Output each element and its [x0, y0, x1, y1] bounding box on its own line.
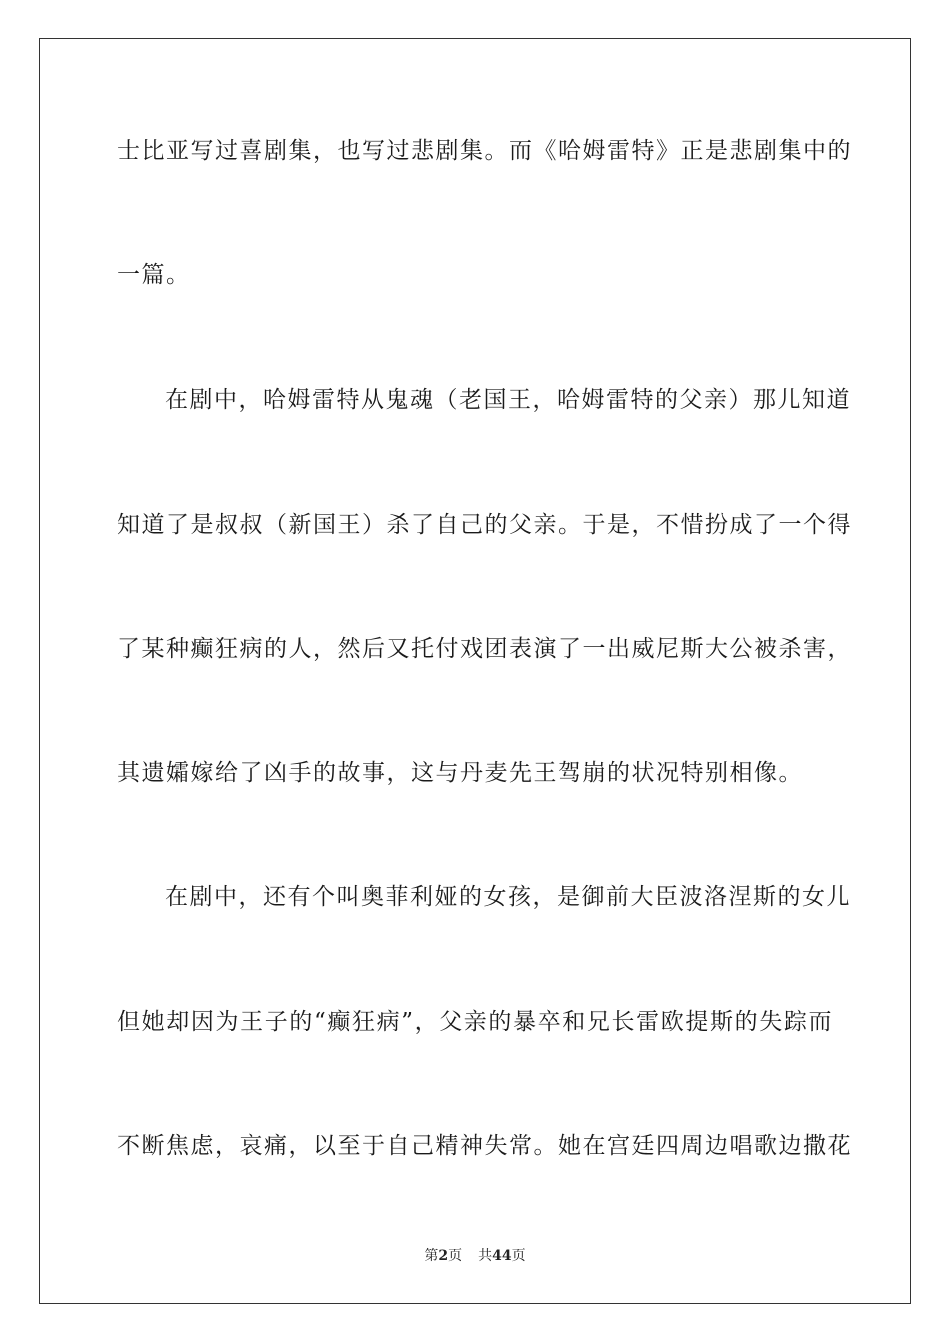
footer-page-prefix: 第 — [424, 1248, 439, 1264]
text-line-4: 知道了是叔叔（新国王）杀了自己的父亲。于是，不惜扮成了一个得 — [117, 512, 852, 538]
footer-total-pages: 44 — [492, 1248, 512, 1264]
page-border — [39, 38, 911, 1304]
text-line-1: 士比亚写过喜剧集，也写过悲剧集。而《哈姆雷特》正是悲剧集中的 — [117, 138, 852, 164]
footer-page-number: 2 — [438, 1248, 449, 1264]
text-line-3: 在剧中，哈姆雷特从鬼魂（老国王，哈姆雷特的父亲）那儿知道 — [165, 387, 851, 413]
text-line-7: 在剧中，还有个叫奥菲利娅的女孩，是御前大臣波洛涅斯的女儿 — [165, 884, 851, 910]
page-footer — [0, 1247, 950, 1265]
text-line-6: 其遗孀嫁给了凶手的故事，这与丹麦先王驾崩的状况特别相像。 — [117, 760, 803, 786]
text-line-8: 但她却因为王子的“癫狂病”，父亲的暴卒和兄长雷欧提斯的失踪而 — [117, 1009, 833, 1035]
footer-page-suffix: 页 — [448, 1248, 463, 1264]
text-line-5: 了某种癫狂病的人，然后又托付戏团表演了一出威尼斯大公被杀害， — [117, 636, 852, 662]
text-line-9: 不断焦虑，哀痛，以至于自己精神失常。她在宫廷四周边唱歌边撒花 — [117, 1133, 852, 1159]
footer-total-suffix: 页 — [511, 1248, 526, 1264]
text-line-2: 一篇。 — [117, 262, 191, 288]
footer-total-prefix: 共 — [478, 1248, 493, 1264]
